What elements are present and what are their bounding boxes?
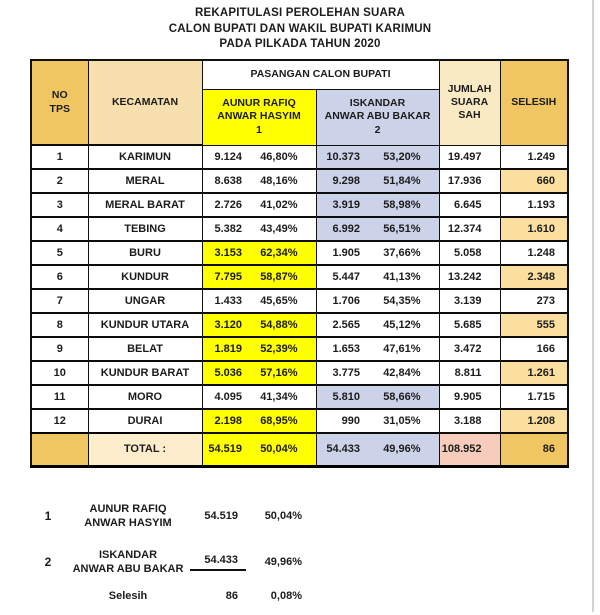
cell-c2-pct: 41,13%	[378, 265, 439, 289]
cell-c2-pct: 53,20%	[378, 145, 439, 169]
total-row	[31, 433, 568, 466]
cell-jumlah: 5.058	[439, 241, 500, 265]
cell-c2-votes: 1.905	[316, 241, 378, 265]
cell-c1-pct: 54,88%	[260, 313, 316, 337]
header-candidate-2: ISKANDAR ANWAR ABU BAKAR 2	[316, 89, 439, 145]
cell-c1-votes: 5.382	[202, 217, 260, 241]
cell-jumlah: 9.905	[439, 385, 500, 409]
cell-c2-votes: 1.706	[316, 289, 378, 313]
cell-c1-votes: 9.124	[202, 145, 260, 169]
cell-jumlah: 3.139	[439, 289, 500, 313]
cell-no: 6	[31, 265, 88, 289]
cell-selesih: 1.248	[500, 241, 568, 265]
cell-kecamatan: UNGAR	[88, 289, 202, 313]
cell-c1-pct: 46,80%	[260, 145, 316, 169]
cell-c2-pct: 45,12%	[378, 313, 439, 337]
cell-c1-votes: 2.198	[202, 409, 260, 433]
summary-1-number: 1	[44, 509, 52, 523]
cell-c1-pct: 62,34%	[260, 241, 316, 265]
cell-jumlah: 3.188	[439, 409, 500, 433]
cell-jumlah: 12.374	[439, 217, 500, 241]
cell-c2-votes: 5.447	[316, 265, 378, 289]
cell-kecamatan: BURU	[88, 241, 202, 265]
cell-kecamatan: TEBING	[88, 217, 202, 241]
header-candidate-1: AUNUR RAFIQ ANWAR HASYIM 1	[202, 89, 316, 145]
summary-1-pct: 50,04%	[264, 510, 302, 522]
cell-c1-votes: 4.095	[202, 385, 260, 409]
cell-c2-pct: 51,84%	[378, 169, 439, 193]
cell-c1-pct: 45,65%	[260, 289, 316, 313]
cell-selesih: 660	[500, 169, 568, 193]
cell-c2-votes: 6.992	[316, 217, 378, 241]
cell-c1-votes: 2.726	[202, 193, 260, 217]
cell-no: 3	[31, 193, 88, 217]
cell-c1-votes: 3.120	[202, 313, 260, 337]
total-candidate1-votes: 54.519	[202, 433, 260, 466]
cell-selesih: 1.193	[500, 193, 568, 217]
table-row	[31, 193, 568, 217]
summary-candidate-2	[30, 543, 310, 581]
cell-c2-votes: 3.775	[316, 361, 378, 385]
cell-c2-votes: 9.298	[316, 169, 378, 193]
cell-kecamatan: KUNDUR	[88, 265, 202, 289]
cell-c2-votes: 10.373	[316, 145, 378, 169]
cell-c1-pct: 43,49%	[260, 217, 316, 241]
total-candidate2-votes: 54.433	[316, 433, 378, 466]
cell-c1-votes: 7.795	[202, 265, 260, 289]
cell-selesih: 1.208	[500, 409, 568, 433]
cell-no: 2	[31, 169, 88, 193]
cell-c1-pct: 58,87%	[260, 265, 316, 289]
cell-c2-votes: 3.919	[316, 193, 378, 217]
cell-c2-votes: 5.810	[316, 385, 378, 409]
cell-selesih: 555	[500, 313, 568, 337]
summary-2-number: 2	[44, 555, 52, 569]
cell-c1-pct: 41,34%	[260, 385, 316, 409]
table-row	[31, 241, 568, 265]
header-selesih: SELESIH	[500, 60, 568, 145]
cell-selesih: 1.249	[500, 145, 568, 169]
cell-selesih: 273	[500, 289, 568, 313]
cell-kecamatan: KUNDUR UTARA	[88, 313, 202, 337]
cell-selesih: 166	[500, 337, 568, 361]
cell-c2-pct: 58,66%	[378, 385, 439, 409]
cell-c1-pct: 48,16%	[260, 169, 316, 193]
cell-c1-pct: 52,39%	[260, 337, 316, 361]
cell-c1-pct: 41,02%	[260, 193, 316, 217]
header-no-tps: NO TPS	[31, 60, 88, 145]
cell-jumlah: 5.685	[439, 313, 500, 337]
cell-jumlah: 3.472	[439, 337, 500, 361]
cell-c1-pct: 57,16%	[260, 361, 316, 385]
cell-no: 10	[31, 361, 88, 385]
cell-c2-pct: 31,05%	[378, 409, 439, 433]
summary-3-votes: 86	[225, 590, 238, 602]
table-row	[31, 217, 568, 241]
header-row-1	[31, 60, 568, 89]
summary-2-votes: 54.433	[190, 554, 246, 571]
cell-jumlah: 6.645	[439, 193, 500, 217]
cell-no: 5	[31, 241, 88, 265]
header-jumlah-suara-sah: JUMLAH SUARA SAH	[439, 60, 500, 145]
cell-kecamatan: MERAL	[88, 169, 202, 193]
cell-c1-votes: 5.036	[202, 361, 260, 385]
cell-selesih: 1.715	[500, 385, 568, 409]
table-row	[31, 289, 568, 313]
cell-c2-pct: 56,51%	[378, 217, 439, 241]
cell-c2-pct: 58,98%	[378, 193, 439, 217]
summary-3-pct: 0,08%	[270, 590, 302, 602]
summary-2-pct: 49,96%	[264, 556, 302, 568]
cell-c1-votes: 8.638	[202, 169, 260, 193]
summary-3-label: Selesih	[108, 589, 148, 602]
table-row	[31, 313, 568, 337]
table-row	[31, 361, 568, 385]
window-edge-line	[592, 0, 594, 612]
cell-kecamatan: KARIMUN	[88, 145, 202, 169]
total-jumlah: 108.952	[439, 433, 500, 466]
table-row	[31, 409, 568, 433]
total-selesih: 86	[500, 433, 568, 466]
cell-no: 11	[31, 385, 88, 409]
cell-c2-pct: 54,35%	[378, 289, 439, 313]
total-candidate2-pct: 49,96%	[378, 433, 439, 466]
title-line-1: REKAPITULASI PEROLEHAN SUARA	[194, 7, 406, 19]
cell-kecamatan: KUNDUR BARAT	[88, 361, 202, 385]
cell-no: 7	[31, 289, 88, 313]
cell-kecamatan: BELAT	[88, 337, 202, 361]
cell-no: 8	[31, 313, 88, 337]
summary-2-name: ISKANDAR ANWAR ABU BAKAR	[72, 548, 184, 575]
cell-jumlah: 13.242	[439, 265, 500, 289]
cell-no: 4	[31, 217, 88, 241]
total-candidate1-pct: 50,04%	[260, 433, 316, 466]
cell-no: 12	[31, 409, 88, 433]
summary-candidate-1	[30, 497, 310, 535]
cell-kecamatan: DURAI	[88, 409, 202, 433]
cell-no: 1	[31, 145, 88, 169]
summary-1-name: AUNUR RAFIQ ANWAR HASYIM	[84, 502, 172, 529]
header-kecamatan: KECAMATAN	[88, 60, 202, 145]
cell-c2-votes: 2.565	[316, 313, 378, 337]
total-label: TOTAL :	[88, 433, 202, 466]
table-body	[31, 145, 568, 433]
cell-jumlah: 8.811	[439, 361, 500, 385]
table-row	[31, 337, 568, 361]
cell-c1-votes: 1.433	[202, 289, 260, 313]
cell-no: 9	[31, 337, 88, 361]
cell-selesih: 2.348	[500, 265, 568, 289]
vote-recap-table	[30, 59, 569, 468]
cell-c1-pct: 68,95%	[260, 409, 316, 433]
cell-c2-pct: 47,61%	[378, 337, 439, 361]
cell-jumlah: 17.936	[439, 169, 500, 193]
cell-selesih: 1.610	[500, 217, 568, 241]
total-empty-cell	[31, 433, 88, 466]
cell-c1-votes: 3.153	[202, 241, 260, 265]
cell-kecamatan: MORO	[88, 385, 202, 409]
cell-c2-votes: 1.653	[316, 337, 378, 361]
cell-jumlah: 19.497	[439, 145, 500, 169]
cell-c2-votes: 990	[316, 409, 378, 433]
cell-c2-pct: 37,66%	[378, 241, 439, 265]
document-title	[0, 6, 600, 53]
table-row	[31, 169, 568, 193]
cell-kecamatan: MERAL BARAT	[88, 193, 202, 217]
header-pasangan-calon-bupati: PASANGAN CALON BUPATI	[202, 60, 439, 89]
title-line-2: CALON BUPATI DAN WAKIL BUPATI KARIMUN	[168, 22, 432, 35]
table-row	[31, 385, 568, 409]
table-row	[31, 265, 568, 289]
cell-selesih: 1.261	[500, 361, 568, 385]
table-row	[31, 145, 568, 169]
cell-c2-pct: 42,84%	[378, 361, 439, 385]
summary-selesih	[30, 586, 310, 606]
cell-c1-votes: 1.819	[202, 337, 260, 361]
summary-1-votes: 54.519	[204, 510, 238, 522]
title-line-3: PADA PILKADA TAHUN 2020	[219, 38, 381, 51]
